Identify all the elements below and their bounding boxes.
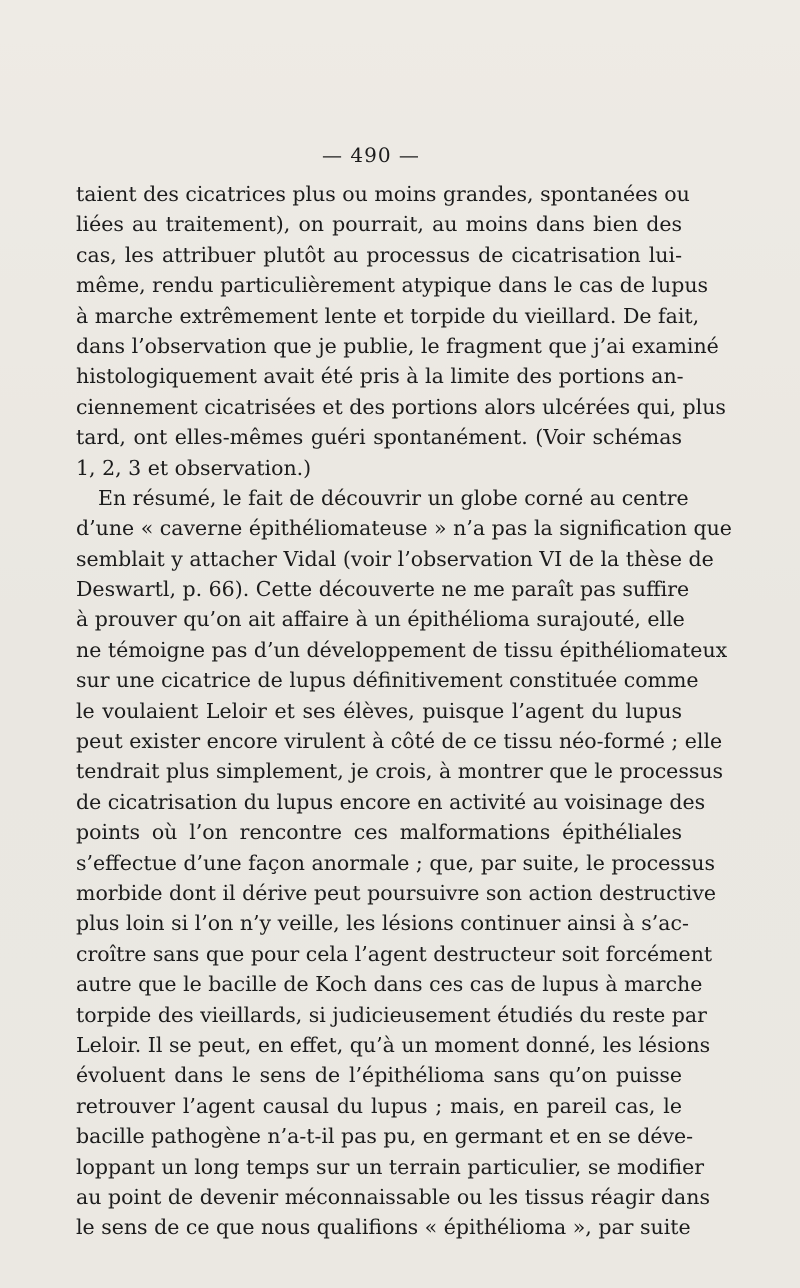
text-line: points où l’on rencontre ces malformations épithéliales: [76, 820, 682, 845]
text-line: loppant un long temps sur un terrain particulier, se modifier: [76, 1154, 705, 1179]
text-line: dans l’observation que je publie, le fragment que j’ai examiné: [76, 333, 719, 358]
text-line: au point de devenir méconnaissable ou les tissus réagir dans: [76, 1184, 710, 1209]
text-line: ciennement cicatrisées et des portions alors ulcérées qui, plus: [76, 394, 726, 419]
text-line: retrouver l’agent causal du lupus ; mais, en pareil cas, le: [76, 1093, 682, 1118]
text-line: taient des cicatrices plus ou moins grandes, spontanées ou: [76, 182, 690, 206]
text-line: ne témoigne pas d’un développement de tissu épithéliomateux: [76, 637, 728, 662]
text-line: même, rendu particulièrement atypique dans le cas de lupus: [76, 273, 709, 298]
text-line: bacille pathogène n’a-t-il pas pu, en germant et en se déve-: [76, 1124, 694, 1149]
text-line: semblait y attacher Vidal (voir l’observation VI de la thèse de: [76, 546, 714, 571]
body-text: [76, 179, 732, 1243]
text-line: le voulaient Leloir et ses élèves, puisque l’agent du lupus: [76, 698, 682, 723]
text-line: croître sans que pour cela l’agent destructeur soit forcément: [76, 941, 713, 966]
page-number: — 490 —: [322, 143, 420, 167]
text-line: Leloir. Il se peut, en effet, qu’à un moment donné, les lésions: [76, 1032, 711, 1057]
text-line: Deswartl, p. 66). Cette découverte ne me paraît pas suffire: [76, 577, 690, 602]
text-line: autre que le bacille de Koch dans ces cas de lupus à marche: [76, 972, 703, 997]
text-line: peut exister encore virulent à côté de ce tissu néo-formé ; elle: [76, 729, 723, 754]
text-line: En résumé, le fait de découvrir un globe corné au centre: [98, 485, 689, 510]
text-line: tard, ont elles-mêmes guéri spontanément. (Voir schémas: [76, 425, 682, 450]
text-line: évoluent dans le sens de l’épithélioma sans qu’on puisse: [76, 1063, 682, 1088]
text-line: sur une cicatrice de lupus définitivement constituée comme: [76, 668, 699, 693]
text-line: torpide des vieillards, si judicieusement étudiés du reste par: [76, 1002, 707, 1027]
text-line: liées au traitement), on pourrait, au moins dans bien des: [76, 212, 682, 237]
text-line: cas, les attribuer plutôt au processus de cicatrisation lui-: [76, 242, 682, 267]
text-line: à prouver qu’on ait affaire à un épithélioma surajouté, elle: [76, 607, 685, 632]
text-line: d’une « caverne épithéliomateuse » n’a pas la signification que: [76, 516, 732, 541]
text-line: 1, 2, 3 et observation.): [76, 455, 312, 480]
text-line: tendrait plus simplement, je crois, à montrer que le processus: [76, 759, 724, 784]
text-line: le sens de ce que nous qualifions « épithélioma », par suite: [76, 1215, 691, 1240]
text-line: s’effectue d’une façon anormale ; que, par suite, le processus: [76, 850, 716, 875]
text-line: de cicatrisation du lupus encore en activité au voisinage des: [76, 789, 706, 814]
text-line: à marche extrêmement lente et torpide du vieillard. De fait,: [76, 303, 700, 328]
text-line: histologiquement avait été pris à la limite des portions an-: [76, 364, 684, 389]
text-line: plus loin si l’on n’y veille, les lésions continuer ainsi à s’ac-: [76, 911, 689, 936]
text-line: morbide dont il dérive peut poursuivre son action destructive: [76, 880, 717, 905]
